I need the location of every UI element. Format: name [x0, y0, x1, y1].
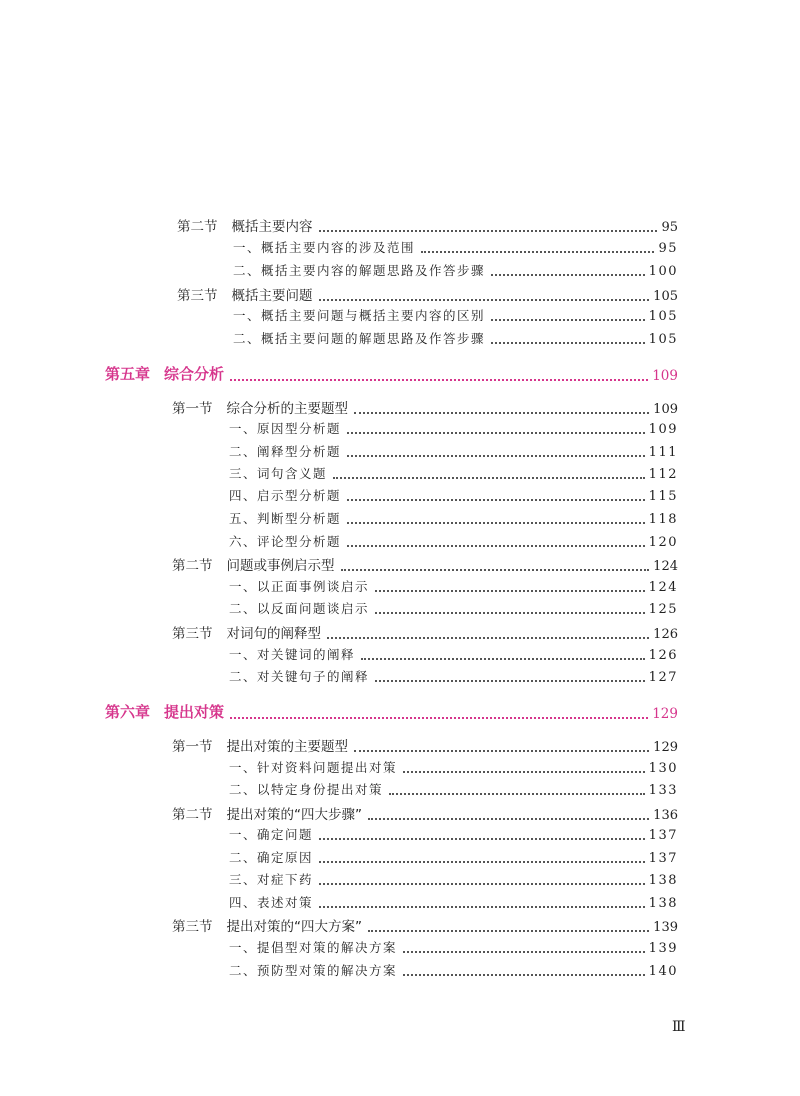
page-number: 112 [648, 467, 678, 482]
entry-title: 提出对策的主要题型 [226, 739, 348, 755]
entry-title: 一、概括主要问题与概括主要内容的区别 [233, 308, 486, 323]
section-number: 第二节 [177, 219, 218, 235]
dot-leader [347, 522, 645, 524]
page-number: 95 [661, 220, 678, 235]
dot-leader [230, 379, 648, 381]
dot-leader [389, 793, 645, 795]
toc-subsection-entry [229, 486, 678, 504]
entry-title: 概括主要内容 [231, 219, 313, 235]
dot-leader [319, 838, 645, 840]
page-number: 124 [648, 580, 678, 595]
page-number: 115 [648, 489, 678, 504]
entry-title: 三、词句含义题 [229, 466, 328, 481]
entry-title: 问题或事例启示型 [226, 558, 335, 574]
toc-subsection-entry [229, 825, 678, 843]
chapter-number: 第六章 [105, 703, 151, 721]
dot-leader [354, 750, 649, 752]
dot-leader [421, 251, 654, 253]
page-number: 137 [648, 851, 678, 866]
dot-leader [319, 299, 650, 301]
toc-subsection-entry [229, 532, 678, 550]
dot-leader [403, 771, 645, 773]
entry-title: 一、概括主要内容的涉及范围 [233, 240, 416, 255]
page-number: 138 [648, 896, 678, 911]
entry-title: 六、评论型分析题 [229, 534, 342, 549]
section-number: 第一节 [172, 401, 213, 417]
toc-subsection-entry [229, 870, 678, 888]
entry-title: 对词句的阐释型 [226, 626, 321, 642]
toc-subsection-entry [233, 306, 678, 324]
dot-leader [403, 974, 645, 976]
toc-section-entry [172, 803, 678, 823]
dot-leader [230, 717, 648, 719]
page-number: 109 [653, 402, 678, 417]
toc-subsection-entry [229, 893, 678, 911]
entry-title: 一、原因型分析题 [229, 421, 342, 436]
entry-title: 二、预防型对策的解决方案 [229, 963, 398, 978]
page-number: 130 [648, 761, 678, 776]
toc-section-entry [172, 397, 678, 417]
entry-title: 一、提倡型对策的解决方案 [229, 940, 398, 955]
dot-leader [491, 319, 645, 321]
dot-leader [361, 658, 645, 660]
toc-section-entry [172, 622, 678, 642]
entry-title: 四、启示型分析题 [229, 488, 342, 503]
page-number: 111 [648, 445, 678, 460]
entry-title: 提出对策的“四大步骤” [226, 807, 362, 823]
toc-section-entry [172, 915, 678, 935]
section-number: 第二节 [172, 558, 213, 574]
dot-leader [354, 412, 649, 414]
dot-leader [341, 569, 650, 571]
dot-leader [375, 590, 645, 592]
section-number: 第二节 [172, 807, 213, 823]
toc-chapter-entry [105, 701, 678, 722]
page-number: 140 [648, 964, 678, 979]
page-number: 126 [648, 648, 678, 663]
entry-title: 一、确定问题 [229, 827, 314, 842]
dot-leader [347, 432, 645, 434]
entry-title: 二、以特定身份提出对策 [229, 782, 384, 797]
toc-section-entry [177, 284, 678, 304]
toc-subsection-entry [229, 938, 678, 956]
dot-leader [491, 274, 645, 276]
page-number: 100 [648, 264, 678, 279]
page-number: 137 [648, 828, 678, 843]
toc-subsection-entry [233, 261, 678, 279]
dot-leader [347, 499, 645, 501]
entry-title: 二、概括主要问题的解题思路及作答步骤 [233, 331, 486, 346]
page-number: 105 [648, 309, 678, 324]
entry-title: 综合分析 [164, 365, 225, 383]
entry-title: 一、针对资料问题提出对策 [229, 760, 398, 775]
toc-subsection-entry [229, 961, 678, 979]
toc-subsection-entry [229, 758, 678, 776]
section-number: 第三节 [177, 288, 218, 304]
page-number: 124 [653, 559, 678, 574]
page-number: 125 [648, 602, 678, 617]
page-number: 138 [648, 873, 678, 888]
entry-title: 二、阐释型分析题 [229, 444, 342, 459]
entry-title: 提出对策的“四大方案” [226, 919, 362, 935]
toc-subsection-entry [229, 667, 678, 685]
page-number: 133 [648, 783, 678, 798]
toc-subsection-entry [229, 442, 678, 460]
page-number: 105 [648, 332, 678, 347]
dot-leader [327, 637, 649, 639]
page-number: 95 [658, 241, 678, 256]
dot-leader [319, 906, 645, 908]
entry-title: 三、对症下药 [229, 872, 314, 887]
dot-leader [319, 861, 645, 863]
page-number: 120 [648, 535, 678, 550]
entry-title: 一、对关键词的阐释 [229, 647, 356, 662]
entry-title: 二、以反面问题谈启示 [229, 601, 370, 616]
dot-leader [319, 883, 645, 885]
page-number: 126 [653, 627, 678, 642]
toc-subsection-entry [233, 238, 678, 256]
entry-title: 概括主要问题 [231, 288, 313, 304]
entry-title: 四、表述对策 [229, 895, 314, 910]
entry-title: 五、判断型分析题 [229, 511, 342, 526]
page-number: 139 [653, 920, 678, 935]
entry-title: 综合分析的主要题型 [226, 401, 348, 417]
page-number: 118 [648, 512, 678, 527]
entry-title: 二、对关键句子的阐释 [229, 669, 370, 684]
page-number: 129 [652, 706, 678, 722]
entry-title: 提出对策 [164, 703, 225, 721]
toc-subsection-entry [229, 419, 678, 437]
chapter-number: 第五章 [105, 365, 151, 383]
toc-subsection-entry [229, 645, 678, 663]
dot-leader [375, 680, 645, 682]
toc-subsection-entry [229, 848, 678, 866]
toc-subsection-entry [229, 577, 678, 595]
entry-title: 一、以正面事例谈启示 [229, 579, 370, 594]
toc-subsection-entry [229, 599, 678, 617]
toc-section-entry [172, 735, 678, 755]
dot-leader [368, 818, 649, 820]
page-number: 129 [653, 740, 678, 755]
toc-section-entry [177, 215, 678, 235]
entry-title: 二、确定原因 [229, 850, 314, 865]
entry-title: 二、概括主要内容的解题思路及作答步骤 [233, 263, 486, 278]
page-number: 109 [652, 368, 678, 384]
toc-section-entry [172, 554, 678, 574]
dot-leader [403, 951, 645, 953]
page-number: 139 [648, 941, 678, 956]
dot-leader [319, 230, 658, 232]
page-number: 109 [648, 422, 678, 437]
toc-subsection-entry [229, 464, 678, 482]
section-number: 第一节 [172, 739, 213, 755]
dot-leader [333, 477, 645, 479]
toc-subsection-entry [229, 509, 678, 527]
page-number: 127 [648, 670, 678, 685]
dot-leader [375, 612, 645, 614]
section-number: 第三节 [172, 626, 213, 642]
page-number: 105 [653, 289, 678, 304]
toc-subsection-entry [229, 780, 678, 798]
section-number: 第三节 [172, 919, 213, 935]
toc-chapter-entry [105, 363, 678, 384]
dot-leader [347, 455, 645, 457]
page-folio: Ⅲ [672, 1019, 686, 1035]
dot-leader [491, 342, 645, 344]
dot-leader [347, 545, 645, 547]
page-number: 136 [653, 808, 678, 823]
dot-leader [368, 930, 649, 932]
toc-subsection-entry [233, 329, 678, 347]
